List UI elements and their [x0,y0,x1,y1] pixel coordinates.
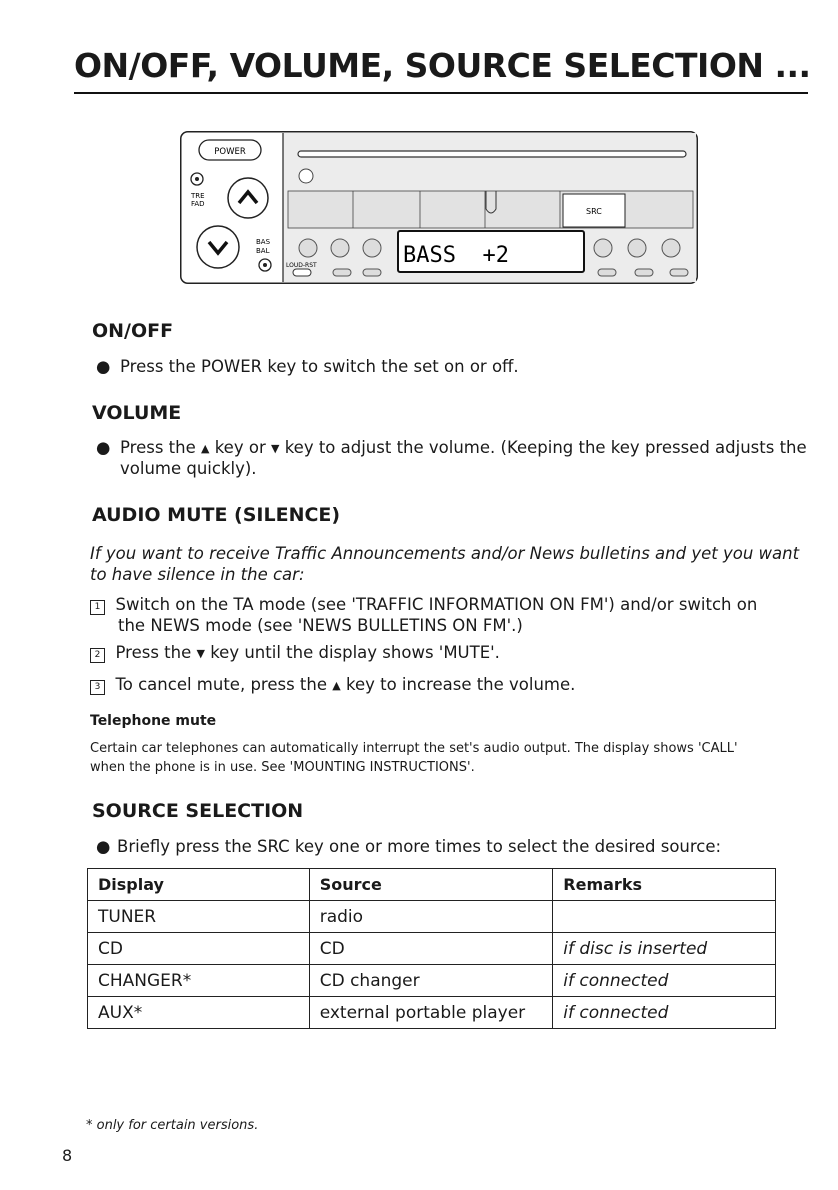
table-cell: if connected [553,997,776,1029]
bullet-dot: ● [96,357,111,376]
step-1: 1 Switch on the TA mode (see 'TRAFFIC INFORMATION ON FM') and/or switch on [90,595,757,615]
table-row [88,997,776,1029]
table-cell: CD [88,933,310,965]
table-cell: radio [309,901,553,933]
telephone-heading: Telephone mute [90,713,217,729]
footnote: * only for certain versions. [86,1118,259,1133]
display-readout: BASS +2 [403,243,509,268]
loud-rst-label: LOUD-RST [286,262,317,269]
chevron-down-icon: ▼ [196,647,205,660]
table-cell [553,901,776,933]
onoff-text: Press the POWER key to switch the set on or off. [120,357,519,376]
fad-label: FAD [191,200,205,208]
chevron-down-icon: ▼ [270,442,280,455]
step-2: 2 Press the ▼ key until the display shows 'MUTE'. [90,643,500,663]
bullet-dot: ● [96,837,111,856]
telephone-line-2: when the phone is in use. See 'MOUNTING INSTRUCTIONS'. [90,760,475,775]
column-header: Source [309,869,553,901]
bal-label: BAL [256,247,270,255]
table-cell: TUNER [88,901,310,933]
column-header: Display [88,869,310,901]
chevron-up-icon: ▲ [201,442,210,455]
table-cell: AUX* [88,997,310,1029]
onoff-heading: ON/OFF [92,320,174,342]
bas-label: BAS [256,238,271,246]
table-row [88,933,776,965]
step-3: 3 To cancel mute, press the ▲ key to increase the volume. [90,675,575,695]
title-rule [74,92,808,94]
source-table [87,868,776,1029]
step-1-line-2: the NEWS mode (see 'NEWS BULLETINS ON FM'.) [118,616,523,635]
tre-label: TRE [191,192,205,200]
mute-intro-2: to have silence in the car: [90,565,305,584]
telephone-line-1: Certain car telephones can automatically interrupt the set's audio output. The display shows 'CALL' [90,741,738,756]
radio-front-panel-illustration [180,131,698,284]
step-number-box: 3 [90,680,105,695]
step-number-box: 2 [90,648,105,663]
table-cell: if connected [553,965,776,997]
table-cell: CD [309,933,553,965]
table-cell: external portable player [309,997,553,1029]
page-title: ON/OFF, VOLUME, SOURCE SELECTION ... [74,46,811,85]
table-cell: CD changer [309,965,553,997]
volume-line-1: Press the ▲ key or ▼ key to adjust the volume. (Keeping the key pressed adjusts the [120,438,807,457]
table-cell: CHANGER* [88,965,310,997]
mute-intro-1: If you want to receive Traffic Announcements and/or News bulletins and yet you want [90,544,800,563]
power-label: POWER [214,147,246,157]
column-header: Remarks [553,869,776,901]
source-text: Briefly press the SRC key one or more times to select the desired source: [117,837,722,856]
bullet-dot: ● [96,438,111,457]
page-number: 8 [62,1146,73,1165]
table-header-row [88,869,776,901]
volume-heading: VOLUME [92,402,182,424]
source-heading: SOURCE SELECTION [92,800,304,822]
table-row [88,965,776,997]
table-cell: if disc is inserted [553,933,776,965]
mute-heading: AUDIO MUTE (SILENCE) [92,504,341,526]
step-number-box: 1 [90,600,105,615]
src-label: SRC [586,207,602,216]
volume-line-2: volume quickly). [120,459,257,478]
table-row [88,901,776,933]
chevron-up-icon: ▲ [332,679,341,692]
